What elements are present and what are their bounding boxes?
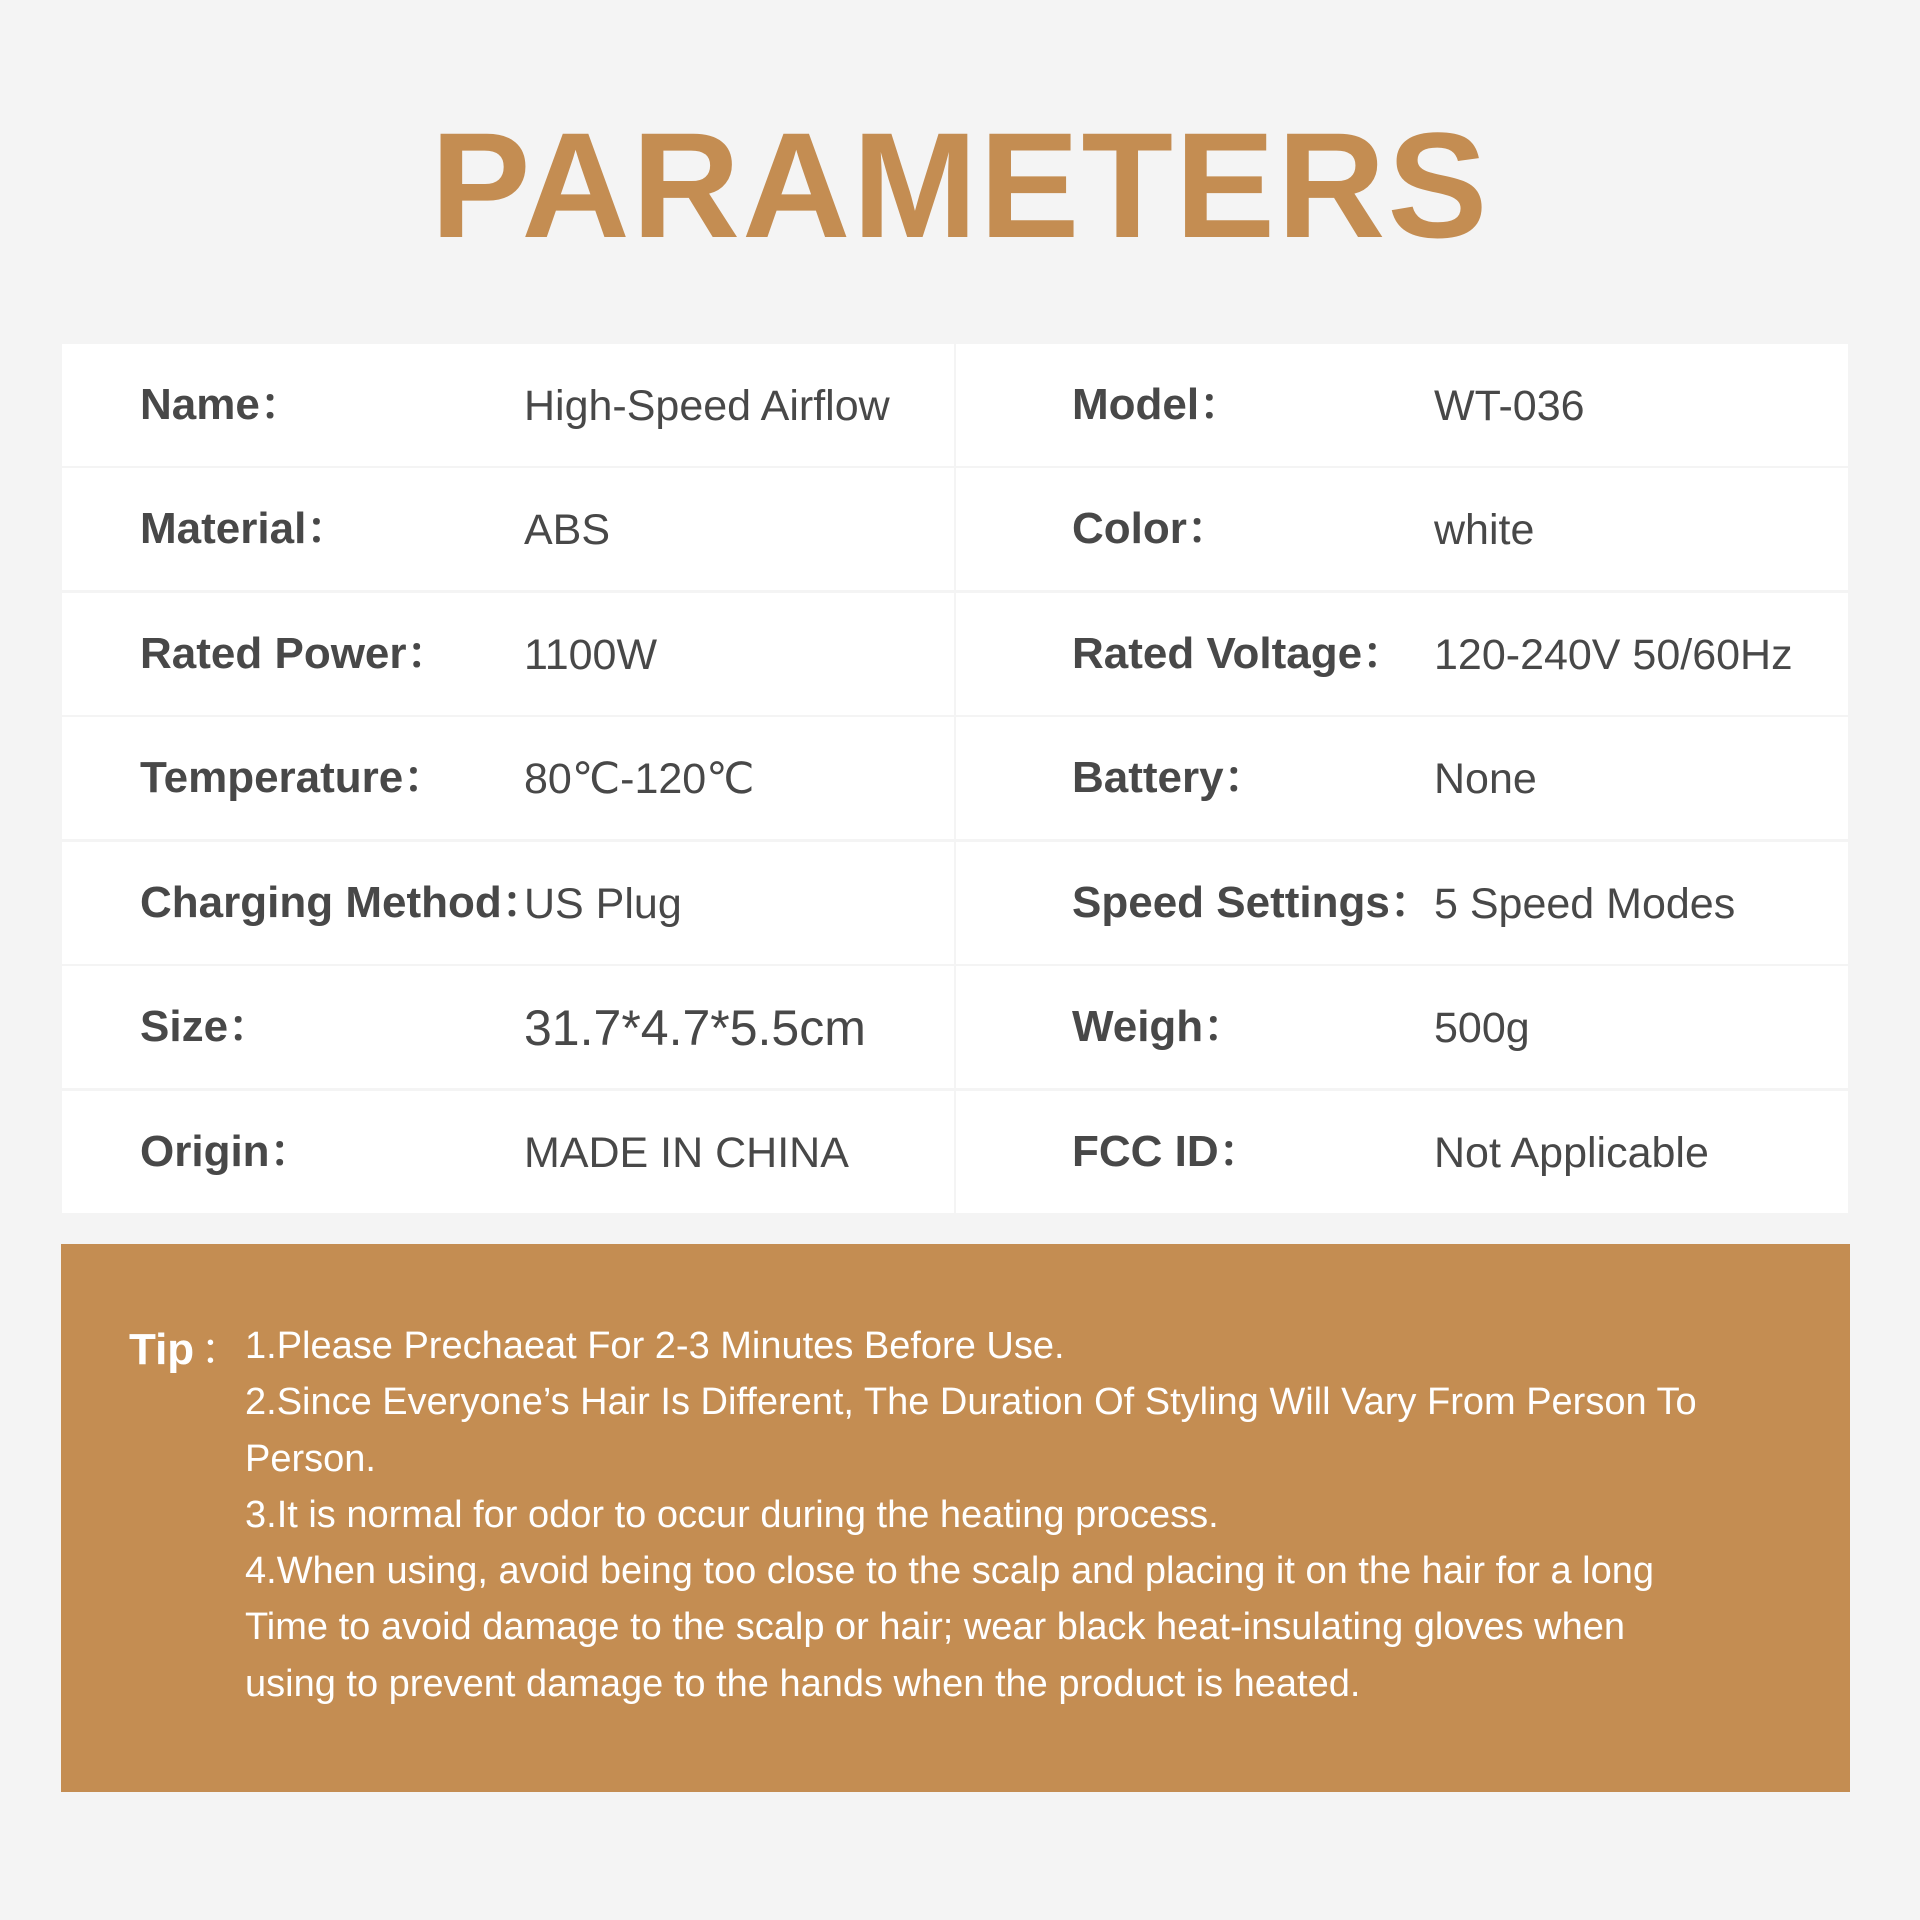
spec-label-battery: Battery： [1072, 753, 1268, 802]
spec-label-size: Size： [140, 1002, 273, 1051]
spec-value-fcc-id: Not Applicable [1434, 1129, 1709, 1177]
spec-value-weigh: 500g [1434, 1004, 1530, 1052]
spec-table [62, 344, 1848, 1215]
tip-label [129, 1322, 244, 1378]
spec-value-model: WT-036 [1434, 382, 1585, 430]
spec-cell-rated-voltage [956, 593, 1848, 715]
spec-cell-charging-method [62, 842, 954, 964]
spec-label-material: Material： [140, 504, 351, 553]
spec-row [62, 1091, 1848, 1215]
tip-line: 1.Please Prechaeat For 2-3 Minutes Before Use. [245, 1325, 1065, 1367]
spec-row [62, 717, 1848, 841]
spec-label-fcc-id: FCC ID： [1072, 1127, 1263, 1176]
spec-row [62, 842, 1848, 966]
spec-value-battery: None [1434, 755, 1537, 803]
spec-cell-color [956, 468, 1848, 590]
spec-cell-battery [956, 717, 1848, 839]
spec-label-speed-settings: Speed Settings： [1072, 878, 1434, 927]
spec-label-charging-method: Charging Method： [140, 878, 546, 927]
spec-value-name: High-Speed Airflow [524, 382, 890, 430]
spec-cell-fcc-id [956, 1091, 1848, 1213]
spec-row [62, 344, 1848, 468]
tip-line: Person. [245, 1437, 376, 1480]
tip-box [61, 1244, 1850, 1792]
spec-value-rated-power: 1100W [524, 631, 658, 679]
spec-value-material: ABS [524, 506, 611, 554]
spec-value-color: white [1434, 506, 1535, 554]
spec-value-rated-voltage: 120-240V 50/60Hz [1434, 631, 1793, 679]
tip-list [245, 1318, 1785, 1712]
spec-value-charging-method: US Plug [524, 880, 682, 928]
tip-line: 2.Since Everyone’s Hair Is Different, The Duration Of Styling Will Vary From Person To [245, 1381, 1697, 1424]
spec-value-size: 31.7*4.7*5.5cm [524, 1000, 866, 1056]
tip-line: using to prevent damage to the hands when the product is heated. [245, 1662, 1361, 1705]
spec-label-rated-power: Rated Power： [140, 629, 451, 678]
spec-label-temperature: Temperature： [140, 753, 448, 802]
spec-label-origin: Origin： [140, 1127, 314, 1176]
spec-value-temperature: 80℃-120℃ [524, 755, 755, 803]
spec-cell-temperature [62, 717, 954, 839]
spec-cell-name [62, 344, 954, 466]
spec-cell-origin [62, 1091, 954, 1213]
spec-cell-rated-power [62, 593, 954, 715]
spec-label-model: Model： [1072, 380, 1244, 429]
spec-cell-model [956, 344, 1848, 466]
spec-row [62, 593, 1848, 717]
spec-cell-size [62, 966, 954, 1088]
tip-line: 4.When using, avoid being too close to the scalp and placing it on the hair for a long [245, 1550, 1655, 1593]
tip-label-text: Tip [129, 1325, 195, 1374]
spec-value-origin: MADE IN CHINA [524, 1129, 849, 1177]
tip-label-colon: ： [200, 1325, 245, 1374]
spec-cell-material [62, 468, 954, 590]
spec-cell-speed-settings [956, 842, 1848, 964]
spec-label-weigh: Weigh： [1072, 1002, 1248, 1051]
tip-line: Time to avoid damage to the scalp or hair; wear black heat-insulating gloves when [245, 1606, 1626, 1649]
spec-row [62, 966, 1848, 1090]
spec-label-color: Color： [1072, 504, 1231, 553]
spec-label-name: Name： [140, 380, 304, 429]
spec-value-speed-settings: 5 Speed Modes [1434, 880, 1736, 928]
page-title: PARAMETERS [430, 101, 1490, 269]
tip-line: 3.It is normal for odor to occur during the heating process. [245, 1493, 1219, 1536]
spec-cell-weigh [956, 966, 1848, 1088]
spec-row [62, 468, 1848, 592]
spec-label-rated-voltage: Rated Voltage： [1072, 629, 1407, 678]
